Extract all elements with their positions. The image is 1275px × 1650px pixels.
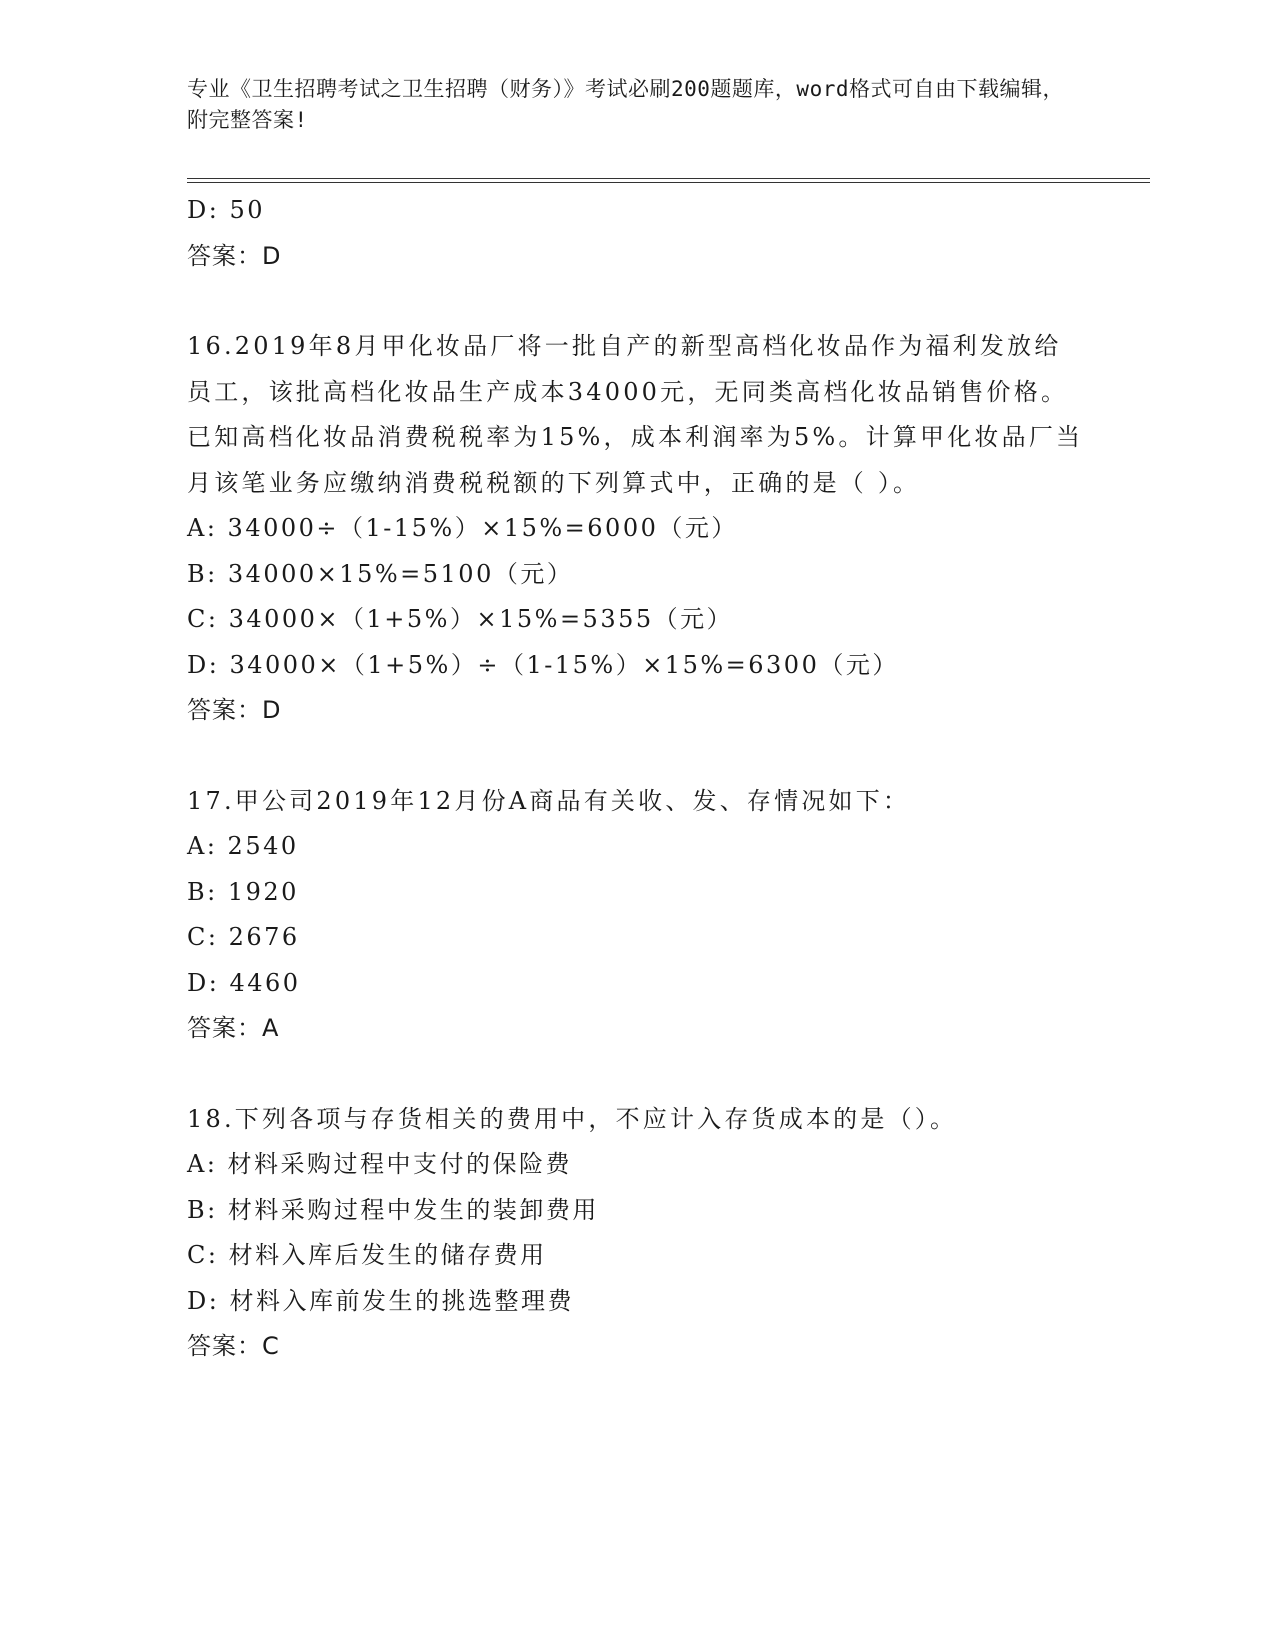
question-17 bbox=[187, 779, 1107, 1052]
option-b: B: 1920 bbox=[187, 877, 299, 906]
header-divider-bottom bbox=[187, 182, 1150, 183]
spacer bbox=[187, 1052, 1107, 1097]
option-a: A: 34000÷（1-15%）×15%=6000（元） bbox=[187, 514, 738, 542]
option-a: A: 2540 bbox=[187, 832, 299, 860]
spacer bbox=[187, 734, 1107, 779]
question-16 bbox=[187, 324, 1107, 734]
option-d: D: 50 bbox=[187, 196, 265, 224]
option-c: C: 材料入库后发生的储存费用 bbox=[187, 1241, 547, 1269]
question-stem: 18.下列各项与存货相关的费用中，不应计入存货成本的是（）。 bbox=[187, 1104, 958, 1133]
answer-line: 答案：A bbox=[187, 1014, 280, 1042]
option-c: C: 34000×（1+5%）×15%=5355（元） bbox=[187, 605, 734, 633]
option-c: C: 2676 bbox=[187, 923, 300, 951]
previous-question-tail bbox=[187, 188, 1107, 279]
option-d: D: 34000×（1+5%）÷（1-15%）×15%=6300（元） bbox=[187, 650, 899, 679]
question-stem: 17.甲公司2019年12月份A商品有关收、发、存情况如下： bbox=[187, 786, 911, 815]
option-b: B: 材料采购过程中发生的装卸费用 bbox=[187, 1195, 599, 1224]
answer-line: 答案：D bbox=[187, 241, 282, 270]
document-body bbox=[187, 188, 1107, 1370]
option-d: D: 4460 bbox=[187, 968, 301, 997]
question-stem: 16.2019年8月甲化妆品厂将一批自产的新型高档化妆品作为福利发放给员工，该批高档化妆品生产成本34000元，无同类高档化妆品销售价格。已知高档化妆品消费税税率为15%，成本利润率为5%。计算甲化妆品厂当月该笔业务应缴纳消费税税额的下列算式中，正确的是（ ）。 bbox=[187, 332, 1084, 497]
question-18 bbox=[187, 1097, 1107, 1370]
answer-line: 答案：C bbox=[187, 1332, 280, 1360]
header-divider-top bbox=[187, 178, 1150, 179]
option-d: D: 材料入库前发生的挑选整理费 bbox=[187, 1286, 574, 1315]
spacer bbox=[187, 279, 1107, 324]
answer-line: 答案：D bbox=[187, 696, 282, 724]
option-a: A: 材料采购过程中支付的保险费 bbox=[187, 1150, 573, 1178]
document-header: 专业《卫生招聘考试之卫生招聘（财务）》考试必刷200题题库，word格式可自由下载编辑，附完整答案! bbox=[187, 77, 1064, 132]
option-b: B: 34000×15%=5100（元） bbox=[187, 559, 574, 588]
